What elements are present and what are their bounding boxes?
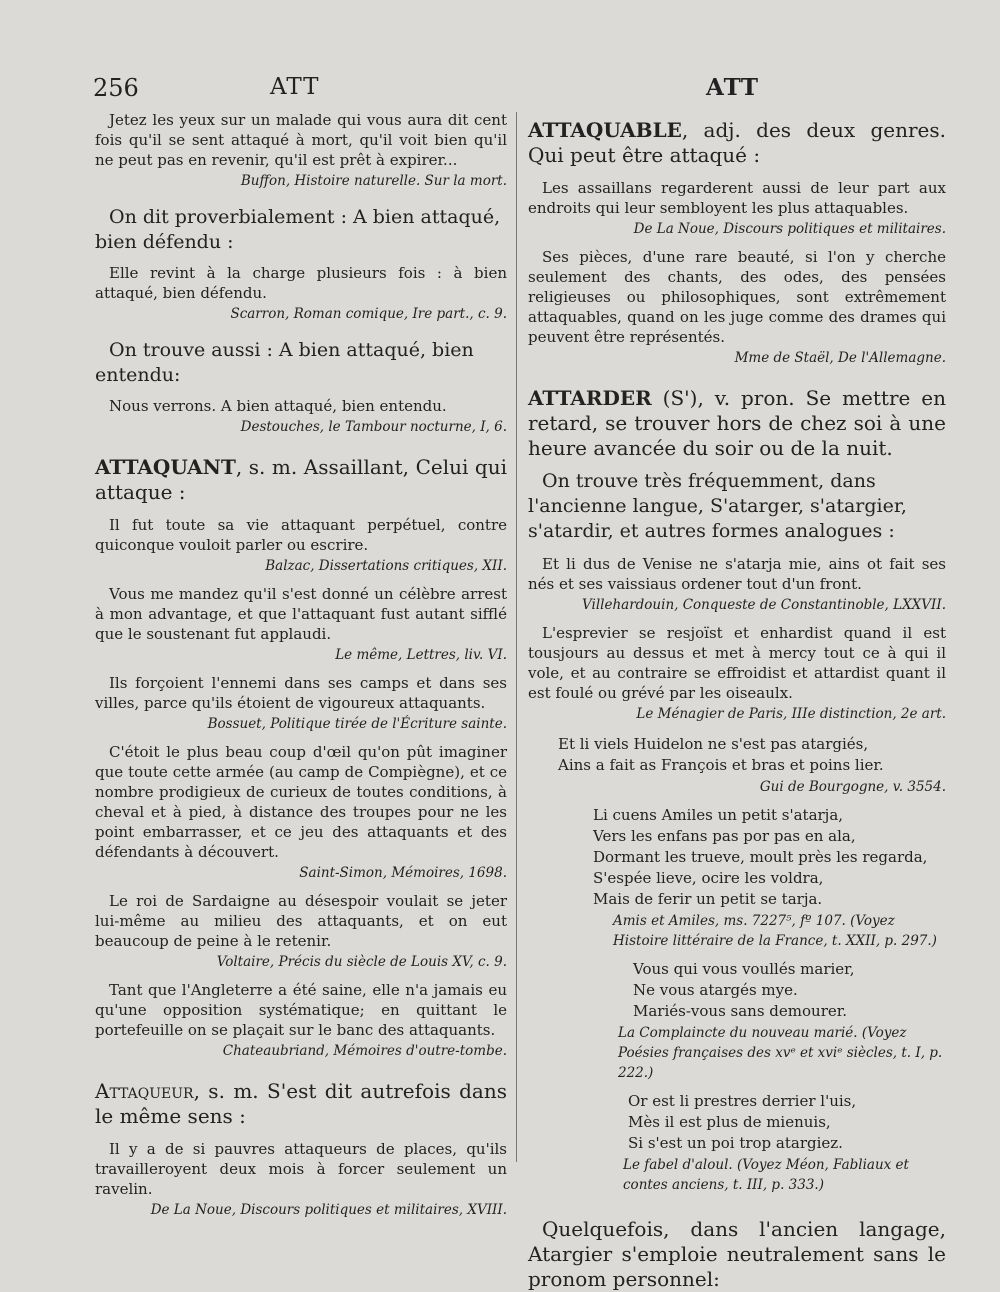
verse-line: Mès il est plus de mienuis, bbox=[628, 1113, 831, 1131]
source: Scarron, Roman comique, Ire part., c. 9. bbox=[230, 306, 507, 322]
verse-block bbox=[528, 959, 946, 1022]
right-running-title: ATT bbox=[706, 74, 759, 101]
definition: , adj. des deux genres. Qui peut être attaqué : bbox=[528, 118, 946, 167]
quote: Ils forçoient l'ennemi dans ses camps et dans ses villes, parce qu'ils étoient de vigoureux attaquants. bbox=[95, 674, 507, 712]
quote: Elle revint à la charge plusieurs fois : à bien attaqué, bien défendu. bbox=[95, 264, 507, 302]
source: Saint-Simon, Mémoires, 1698. bbox=[299, 865, 507, 881]
quote: Il y a de si pauvres attaqueurs de places, qu'ils travailleroyent deux mois à forcer seulement un ravelin. bbox=[95, 1140, 507, 1198]
source: Destouches, le Tambour nocturne, I, 6. bbox=[240, 419, 507, 435]
verse-line: Vers les enfans pas por pas en ala, bbox=[593, 827, 856, 845]
final-paragraph: Quelquefois, dans l'ancien langage, Atargier s'emploie neutralement sans le pronom personnel: bbox=[528, 1217, 946, 1291]
verse-line: Ains a fait as François et bras et poins lier. bbox=[558, 756, 884, 774]
frequent-heading: On trouve très fréquemment, dans l'ancienne langue, S'atarger, s'atargier, s'atardir, et autres formes analogues : bbox=[528, 470, 907, 542]
verse-block bbox=[528, 734, 946, 776]
verse-line: Mais de ferir un petit se tarja. bbox=[593, 890, 823, 908]
source: Le Ménagier de Paris, IIIe distinction, 2e art. bbox=[636, 706, 946, 722]
definition: , s. m. Assaillant, Celui qui attaque : bbox=[95, 455, 507, 504]
source: Villehardouin, Conqueste de Constantinoble, LXXVII. bbox=[582, 597, 946, 613]
entry-attarder bbox=[528, 386, 946, 461]
source: De La Noue, Discours politiques et militaires. bbox=[633, 221, 946, 237]
headword: ATTAQUABLE bbox=[528, 118, 682, 142]
quote: Le roi de Sardaigne au désespoir voulait se jeter lui-même au milieu des attaquants, et on eut beaucoup de peine à le retenir. bbox=[95, 892, 507, 950]
verse-line: S'espée lieve, ocire les voldra, bbox=[593, 869, 824, 887]
source: Mme de Staël, De l'Allemagne. bbox=[734, 350, 946, 366]
quote: Nous verrons. A bien attaqué, bien entendu. bbox=[109, 397, 447, 415]
headword: Attaqueur bbox=[95, 1079, 194, 1103]
headword: ATTARDER bbox=[528, 386, 652, 410]
proverb-heading: On dit proverbialement : A bien attaqué, bien défendu : bbox=[95, 206, 501, 253]
quote: Jetez les yeux sur un malade qui vous aura dit cent fois qu'il se sent attaqué à mort, qu'il voit bien qu'il ne peut pas en revenir, qu'il est prêt à expirer... bbox=[95, 111, 507, 169]
source: De La Noue, Discours politiques et militaires, XVIII. bbox=[150, 1202, 507, 1218]
page-number: 256 bbox=[93, 74, 139, 102]
quote: C'étoit le plus beau coup d'œil qu'on pût imaginer que toute cette armée (au camp de Compiègne), et ce nombre prodigieux de curieux de toutes conditions, à cheval et à pied, à distance des troupes pour ne les point embarrasser, et ce jeu des attaquants et des défendants à découvert. bbox=[95, 743, 507, 861]
source: Le fabel d'aloul. (Voyez Méon, Fabliaux et contes anciens, t. III, p. 333.) bbox=[623, 1157, 909, 1193]
verse-line: Li cuens Amiles un petit s'atarja, bbox=[593, 806, 844, 824]
definition: (S'), v. pron. Se mettre en retard, se trouver hors de chez soi à une heure avancée du soir ou de la nuit. bbox=[528, 386, 946, 460]
quote: L'esprevier se resjoïst et enhardist quand il est tousjours au dessus et met à mercy tout ce à qui il vole, et au contraire se effroidist et attardist quant il est foulé ou grévé par les oiseaulx. bbox=[528, 624, 946, 702]
quote: Les assaillans regarderent aussi de leur part aux endroits qui leur sembloyent les plus attaquables. bbox=[528, 179, 946, 217]
quote: Et li dus de Venise ne s'atarja mie, ains ot fait ses nés et ses vaissiaus ordener tout d'un front. bbox=[528, 555, 946, 593]
source: Le même, Lettres, liv. VI. bbox=[335, 647, 507, 663]
aussi-heading: On trouve aussi : A bien attaqué, bien entendu: bbox=[95, 339, 474, 386]
source: Bossuet, Politique tirée de l'Écriture sainte. bbox=[207, 716, 507, 732]
quote: Tant que l'Angleterre a été saine, elle n'a jamais eu qu'une opposition systématique; en quittant le portefeuille on se plaçait sur le banc des attaquants. bbox=[95, 981, 507, 1039]
column-rule bbox=[516, 112, 517, 1162]
verse-line: Vous qui vous voullés marier, bbox=[633, 960, 855, 978]
entry-attaquant bbox=[95, 455, 507, 505]
verse-line: Si s'est un poi trop atargiez. bbox=[628, 1134, 843, 1152]
source: Gui de Bourgogne, v. 3554. bbox=[759, 779, 946, 795]
headword: ATTAQUANT bbox=[95, 455, 236, 479]
quote: Il fut toute sa vie attaquant perpétuel, contre quiconque vouloit parler ou escrire. bbox=[95, 516, 507, 554]
verse-line: Ne vous atargés mye. bbox=[633, 981, 798, 999]
quote: Vous me mandez qu'il s'est donné un célèbre arrest à mon advantage, et que l'attaquant fust autant sifflé que le soustenant fut applaudi. bbox=[95, 585, 507, 643]
source: Chateaubriand, Mémoires d'outre-tombe. bbox=[222, 1043, 507, 1059]
source: La Complaincte du nouveau marié. (Voyez Poésies françaises des xvᵉ et xviᵉ siècles, t. I, p. 222.) bbox=[618, 1025, 943, 1081]
verse-block bbox=[528, 805, 946, 910]
verse-line: Or est li prestres derrier l'uis, bbox=[628, 1092, 857, 1110]
verse-block bbox=[528, 1091, 946, 1154]
verse-line: Dormant les trueve, moult près les regarda, bbox=[593, 848, 928, 866]
quote: Ses pièces, d'une rare beauté, si l'on y cherche seulement des chants, des odes, des pensées religieuses ou philosophiques, sont extrêmement attaquables, quand on les juge comme des drames qui peuvent être représentés. bbox=[528, 248, 946, 346]
left-running-title: ATT bbox=[270, 74, 320, 100]
entry-attaqueur bbox=[95, 1079, 507, 1129]
source: Buffon, Histoire naturelle. Sur la mort. bbox=[240, 173, 507, 189]
source: Voltaire, Précis du siècle de Louis XV, c. 9. bbox=[216, 954, 507, 970]
right-column bbox=[528, 110, 946, 1292]
source: Balzac, Dissertations critiques, XII. bbox=[265, 558, 507, 574]
definition: , s. m. S'est dit autrefois dans le même sens : bbox=[95, 1079, 507, 1128]
entry-attaquable bbox=[528, 118, 946, 168]
verse-line: Mariés-vous sans demourer. bbox=[633, 1002, 848, 1020]
page-header bbox=[0, 72, 1000, 112]
verse-line: Et li viels Huidelon ne s'est pas atargiés, bbox=[558, 735, 869, 753]
left-column bbox=[95, 110, 507, 1220]
source: Amis et Amiles, ms. 7227⁵, fº 107. (Voyez Histoire littéraire de la France, t. XXII, p. 297.) bbox=[613, 913, 937, 949]
